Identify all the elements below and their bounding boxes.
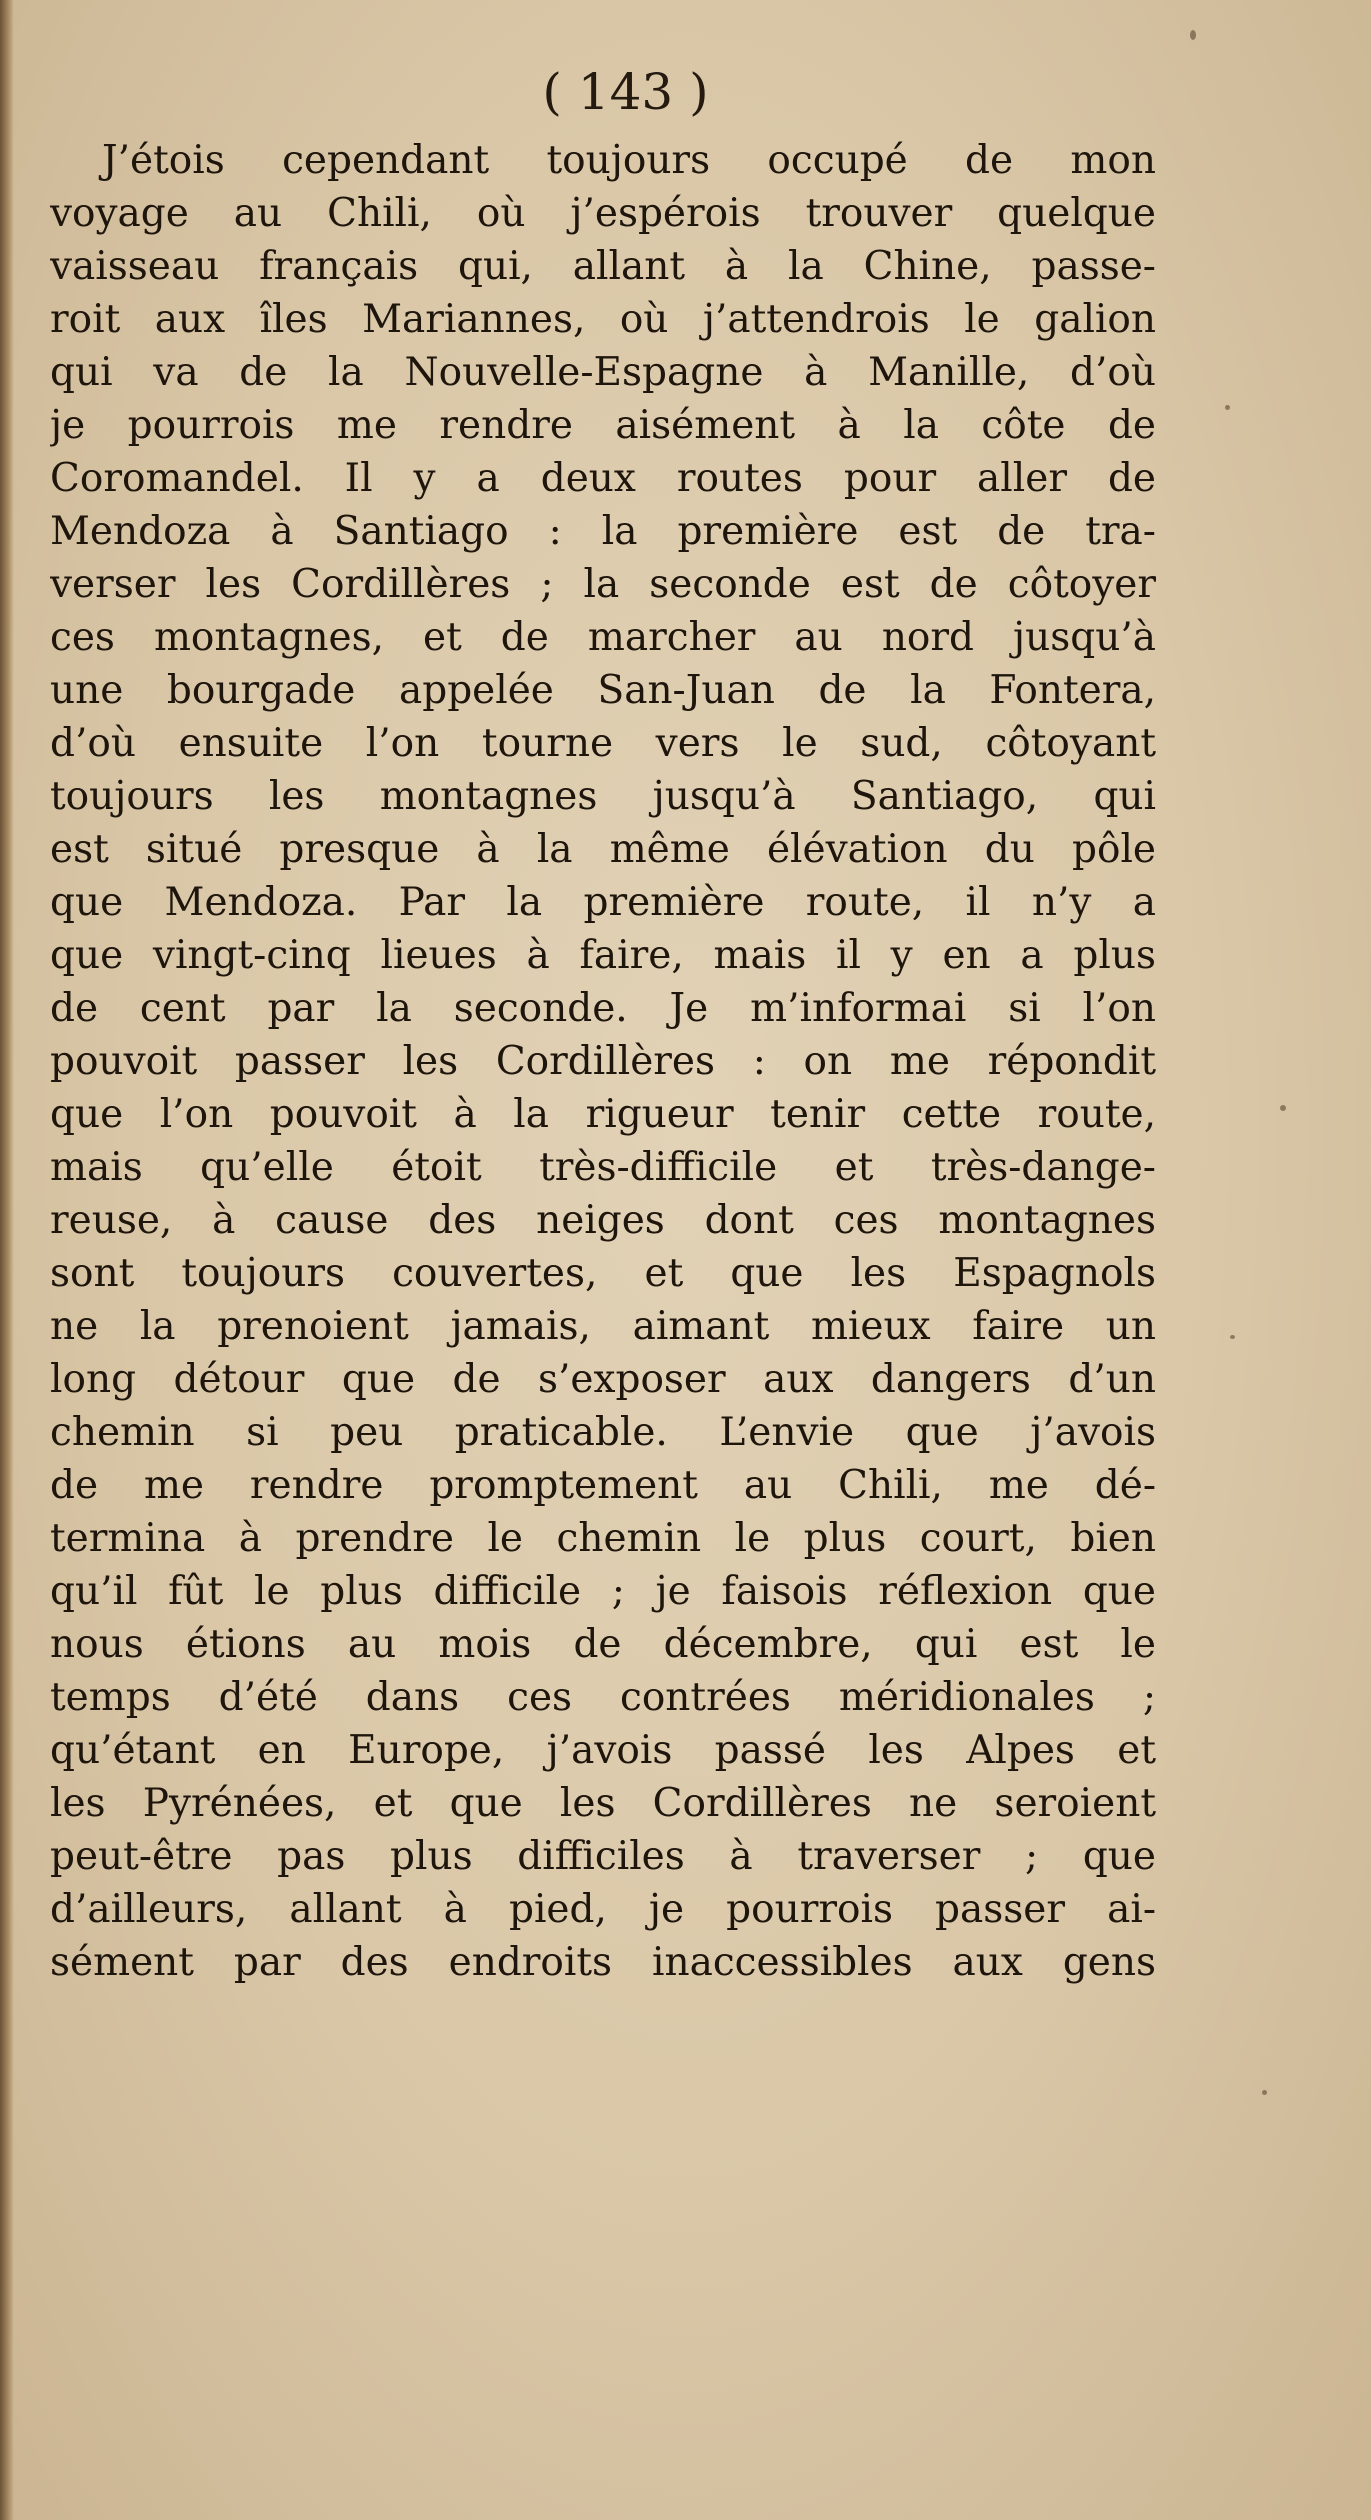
text-line: long détour que de s’exposer aux dangers d’un <box>50 1357 1156 1402</box>
text-line: une bourgade appelée San-Juan de la Fontera, <box>50 668 1156 713</box>
paper-speck <box>1225 405 1230 410</box>
text-line: vaisseau français qui, allant à la Chine, passe- <box>50 244 1156 289</box>
text-line: sément par des endroits inaccessibles aux gens <box>50 1940 1156 1985</box>
text-line: qu’il fût le plus difficile ; je faisois réflexion que <box>50 1569 1156 1614</box>
text-line: que Mendoza. Par la première route, il n’y a <box>50 880 1156 925</box>
text-line: reuse, à cause des neiges dont ces montagnes <box>50 1198 1156 1243</box>
paper-speck <box>1280 1105 1286 1111</box>
text-line: je pourrois me rendre aisément à la côte de <box>50 403 1156 448</box>
text-line: Mendoza à Santiago : la première est de tra- <box>50 509 1156 554</box>
text-line: d’où ensuite l’on tourne vers le sud, côtoyant <box>50 721 1156 766</box>
text-line: qu’étant en Europe, j’avois passé les Alpes et <box>50 1728 1156 1773</box>
text-line: roit aux îles Mariannes, où j’attendrois le galion <box>50 297 1156 342</box>
text-line: qui va de la Nouvelle-Espagne à Manille, d’où <box>50 350 1156 395</box>
text-line: temps d’été dans ces contrées méridionales ; <box>50 1675 1156 1720</box>
text-line: ne la prenoient jamais, aimant mieux faire un <box>50 1304 1156 1349</box>
text-line: pouvoit passer les Cordillères : on me répondit <box>50 1039 1156 1084</box>
page-number: ( 143 ) <box>542 63 709 121</box>
text-line: que vingt-cinq lieues à faire, mais il y en a plus <box>50 933 1156 978</box>
text-line: est situé presque à la même élévation du pôle <box>50 827 1156 872</box>
text-line: J’étois cependant toujours occupé de mon <box>102 138 1156 183</box>
text-line: voyage au Chili, où j’espérois trouver quelque <box>50 191 1156 236</box>
text-line: toujours les montagnes jusqu’à Santiago, qui <box>50 774 1156 819</box>
text-line: de cent par la seconde. Je m’informai si l’on <box>50 986 1156 1031</box>
text-line: de me rendre promptement au Chili, me dé- <box>50 1463 1156 1508</box>
paper-speck <box>1262 2090 1267 2095</box>
text-line: peut-être pas plus difficiles à traverser ; que <box>50 1834 1156 1879</box>
paper-speck <box>1190 30 1196 40</box>
body-text <box>50 134 1156 1989</box>
text-line: Coromandel. Il y a deux routes pour aller de <box>50 456 1156 501</box>
text-line: mais qu’elle étoit très-difficile et très-dange- <box>50 1145 1156 1190</box>
text-line: ces montagnes, et de marcher au nord jusqu’à <box>50 615 1156 660</box>
text-line: termina à prendre le chemin le plus court, bien <box>50 1516 1156 1561</box>
text-line: sont toujours couvertes, et que les Espagnols <box>50 1251 1156 1296</box>
text-line: nous étions au mois de décembre, qui est le <box>50 1622 1156 1667</box>
paper-speck <box>1230 1335 1235 1339</box>
text-line: les Pyrénées, et que les Cordillères ne seroient <box>50 1781 1156 1826</box>
page-binding-edge <box>0 0 14 2520</box>
text-line: verser les Cordillères ; la seconde est de côtoyer <box>50 562 1156 607</box>
text-line: que l’on pouvoit à la rigueur tenir cette route, <box>50 1092 1156 1137</box>
text-line: d’ailleurs, allant à pied, je pourrois passer ai- <box>50 1887 1156 1932</box>
text-line: chemin si peu praticable. L’envie que j’avois <box>50 1410 1156 1455</box>
